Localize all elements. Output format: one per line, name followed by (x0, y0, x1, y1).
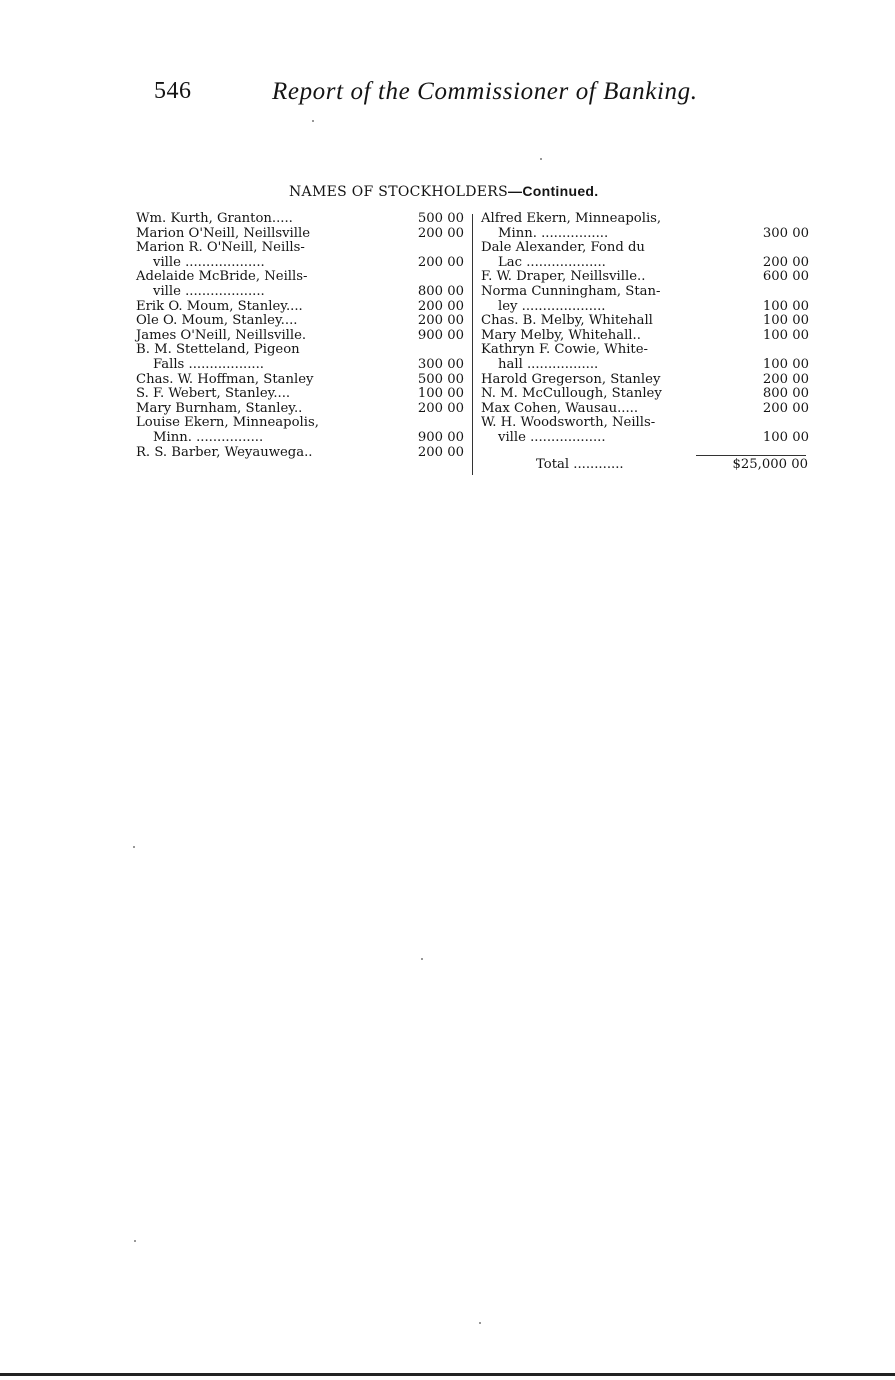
stockholder-amount: 200 00 (417, 313, 464, 329)
stockholder-amount: 100 00 (762, 429, 809, 445)
stockholder-name: Falls .................. (153, 356, 264, 372)
stockholder-amount: 100 00 (762, 313, 809, 329)
stockholder-name: N. M. McCullough, Stanley (481, 386, 662, 402)
stockholder-row-left (136, 314, 466, 329)
stockholder-row-left (136, 227, 466, 242)
stockholder-name: Marion O'Neill, Neillsville (136, 225, 311, 241)
scan-speck (479, 1322, 481, 1324)
stockholder-amount: 200 00 (762, 254, 809, 270)
section-title (289, 183, 598, 200)
stockholder-row-left (136, 416, 466, 431)
stockholder-amount: 100 00 (762, 327, 809, 343)
stockholder-row-right (481, 241, 811, 256)
stockholder-name: Adelaide McBride, Neills- (136, 269, 308, 285)
stockholder-row-left (136, 212, 466, 227)
stockholder-name: Lac ................... (498, 254, 606, 270)
section-title-main: NAMES OF STOCKHOLDERS (289, 184, 509, 200)
stockholder-row-right (481, 212, 811, 227)
stockholder-name: Minn. ................ (153, 429, 264, 445)
section-title-continued: —Continued. (508, 183, 599, 199)
stockholders-right-column (481, 212, 811, 446)
stockholder-name: R. S. Barber, Weyauwega.. (136, 444, 313, 460)
stockholder-name: James O'Neill, Neillsville. (136, 327, 307, 343)
stockholder-name: Ole O. Moum, Stanley.... (136, 313, 298, 329)
stockholder-name: ville ................... (153, 283, 265, 299)
page-number: 546 (154, 78, 192, 104)
stockholder-name: ley .................... (498, 298, 606, 314)
stockholder-row-right (481, 402, 811, 417)
scan-speck (421, 958, 423, 960)
stockholder-amount: 200 00 (417, 298, 464, 314)
stockholder-name: W. H. Woodsworth, Neills- (481, 415, 656, 431)
page-bottom-edge (0, 1373, 895, 1376)
stockholder-row-right (481, 343, 811, 358)
stockholder-name: Alfred Ekern, Minneapolis, (481, 211, 662, 226)
stockholder-row-right (481, 270, 811, 285)
stockholder-name: Harold Gregerson, Stanley (481, 371, 661, 387)
stockholder-amount: 300 00 (417, 356, 464, 372)
column-divider (472, 214, 473, 475)
stockholder-amount: 900 00 (417, 327, 464, 343)
stockholder-name: ville .................. (498, 429, 606, 445)
stockholder-row-left (136, 241, 466, 256)
stockholder-amount: 200 00 (762, 400, 809, 416)
stockholder-row-left (136, 285, 466, 300)
stockholder-name: Mary Melby, Whitehall.. (481, 327, 641, 343)
stockholder-amount: 800 00 (417, 283, 464, 299)
stockholder-row-right (481, 387, 811, 402)
stockholder-name: S. F. Webert, Stanley.... (136, 386, 291, 402)
stockholder-name: Wm. Kurth, Granton..... (136, 211, 293, 226)
stockholder-name: Chas. B. Melby, Whitehall (481, 313, 653, 329)
stockholder-amount: 200 00 (417, 444, 464, 460)
stockholder-row-right (481, 256, 811, 271)
stockholder-amount: 100 00 (762, 356, 809, 372)
stockholder-row-right (481, 329, 811, 344)
scan-speck (134, 1240, 136, 1242)
stockholder-row-right (481, 431, 811, 446)
stockholder-name: Norma Cunningham, Stan- (481, 283, 661, 299)
stockholder-row-right (481, 285, 811, 300)
stockholder-name: Dale Alexander, Fond du (481, 240, 645, 256)
stockholder-name: Mary Burnham, Stanley.. (136, 400, 303, 416)
stockholder-name: hall ................. (498, 356, 599, 372)
total-label: Total ............ (536, 457, 624, 472)
stockholder-amount: 800 00 (762, 386, 809, 402)
stockholder-amount: 600 00 (762, 269, 809, 285)
stockholder-row-left (136, 402, 466, 417)
stockholder-row-right (481, 314, 811, 329)
stockholder-row-right (481, 227, 811, 242)
stockholder-amount: 900 00 (417, 429, 464, 445)
stockholder-name: F. W. Draper, Neillsville.. (481, 269, 646, 285)
stockholder-row-left (136, 270, 466, 285)
stockholder-amount: 200 00 (417, 254, 464, 270)
stockholder-row-right (481, 416, 811, 431)
stockholder-row-left (136, 300, 466, 315)
stockholder-row-right (481, 300, 811, 315)
stockholder-row-left (136, 343, 466, 358)
stockholder-amount: 500 00 (417, 371, 464, 387)
total-rule (696, 455, 806, 456)
stockholder-row-left (136, 329, 466, 344)
total-amount: $25,000 00 (732, 457, 808, 472)
stockholders-left-column (136, 212, 466, 460)
running-title: Report of the Commissioner of Banking. (272, 78, 698, 105)
scan-speck (540, 158, 542, 160)
stockholder-name: Chas. W. Hoffman, Stanley (136, 371, 314, 387)
stockholder-name: Kathryn F. Cowie, White- (481, 342, 648, 358)
stockholder-row-right (481, 358, 811, 373)
stockholder-amount: 200 00 (762, 371, 809, 387)
stockholder-row-left (136, 256, 466, 271)
stockholder-amount: 100 00 (762, 298, 809, 314)
stockholder-row-left (136, 446, 466, 461)
stockholder-amount: 100 00 (417, 386, 464, 402)
stockholder-name: Marion R. O'Neill, Neills- (136, 240, 305, 256)
stockholder-name: Minn. ................ (498, 225, 609, 241)
stockholder-amount: 200 00 (417, 400, 464, 416)
stockholder-amount: 500 00 (417, 211, 464, 226)
stockholder-name: Erik O. Moum, Stanley.... (136, 298, 303, 314)
stockholder-amount: 200 00 (417, 225, 464, 241)
stockholder-row-left (136, 387, 466, 402)
stockholder-amount: 300 00 (762, 225, 809, 241)
stockholder-row-left (136, 373, 466, 388)
scan-speck (133, 846, 135, 848)
stockholder-row-left (136, 431, 466, 446)
stockholder-name: Max Cohen, Wausau..... (481, 400, 639, 416)
stockholder-name: ville ................... (153, 254, 265, 270)
stockholder-row-right (481, 373, 811, 388)
stockholder-name: Louise Ekern, Minneapolis, (136, 415, 319, 431)
stockholder-name: B. M. Stetteland, Pigeon (136, 342, 300, 358)
stockholder-row-left (136, 358, 466, 373)
scan-speck (312, 120, 314, 122)
